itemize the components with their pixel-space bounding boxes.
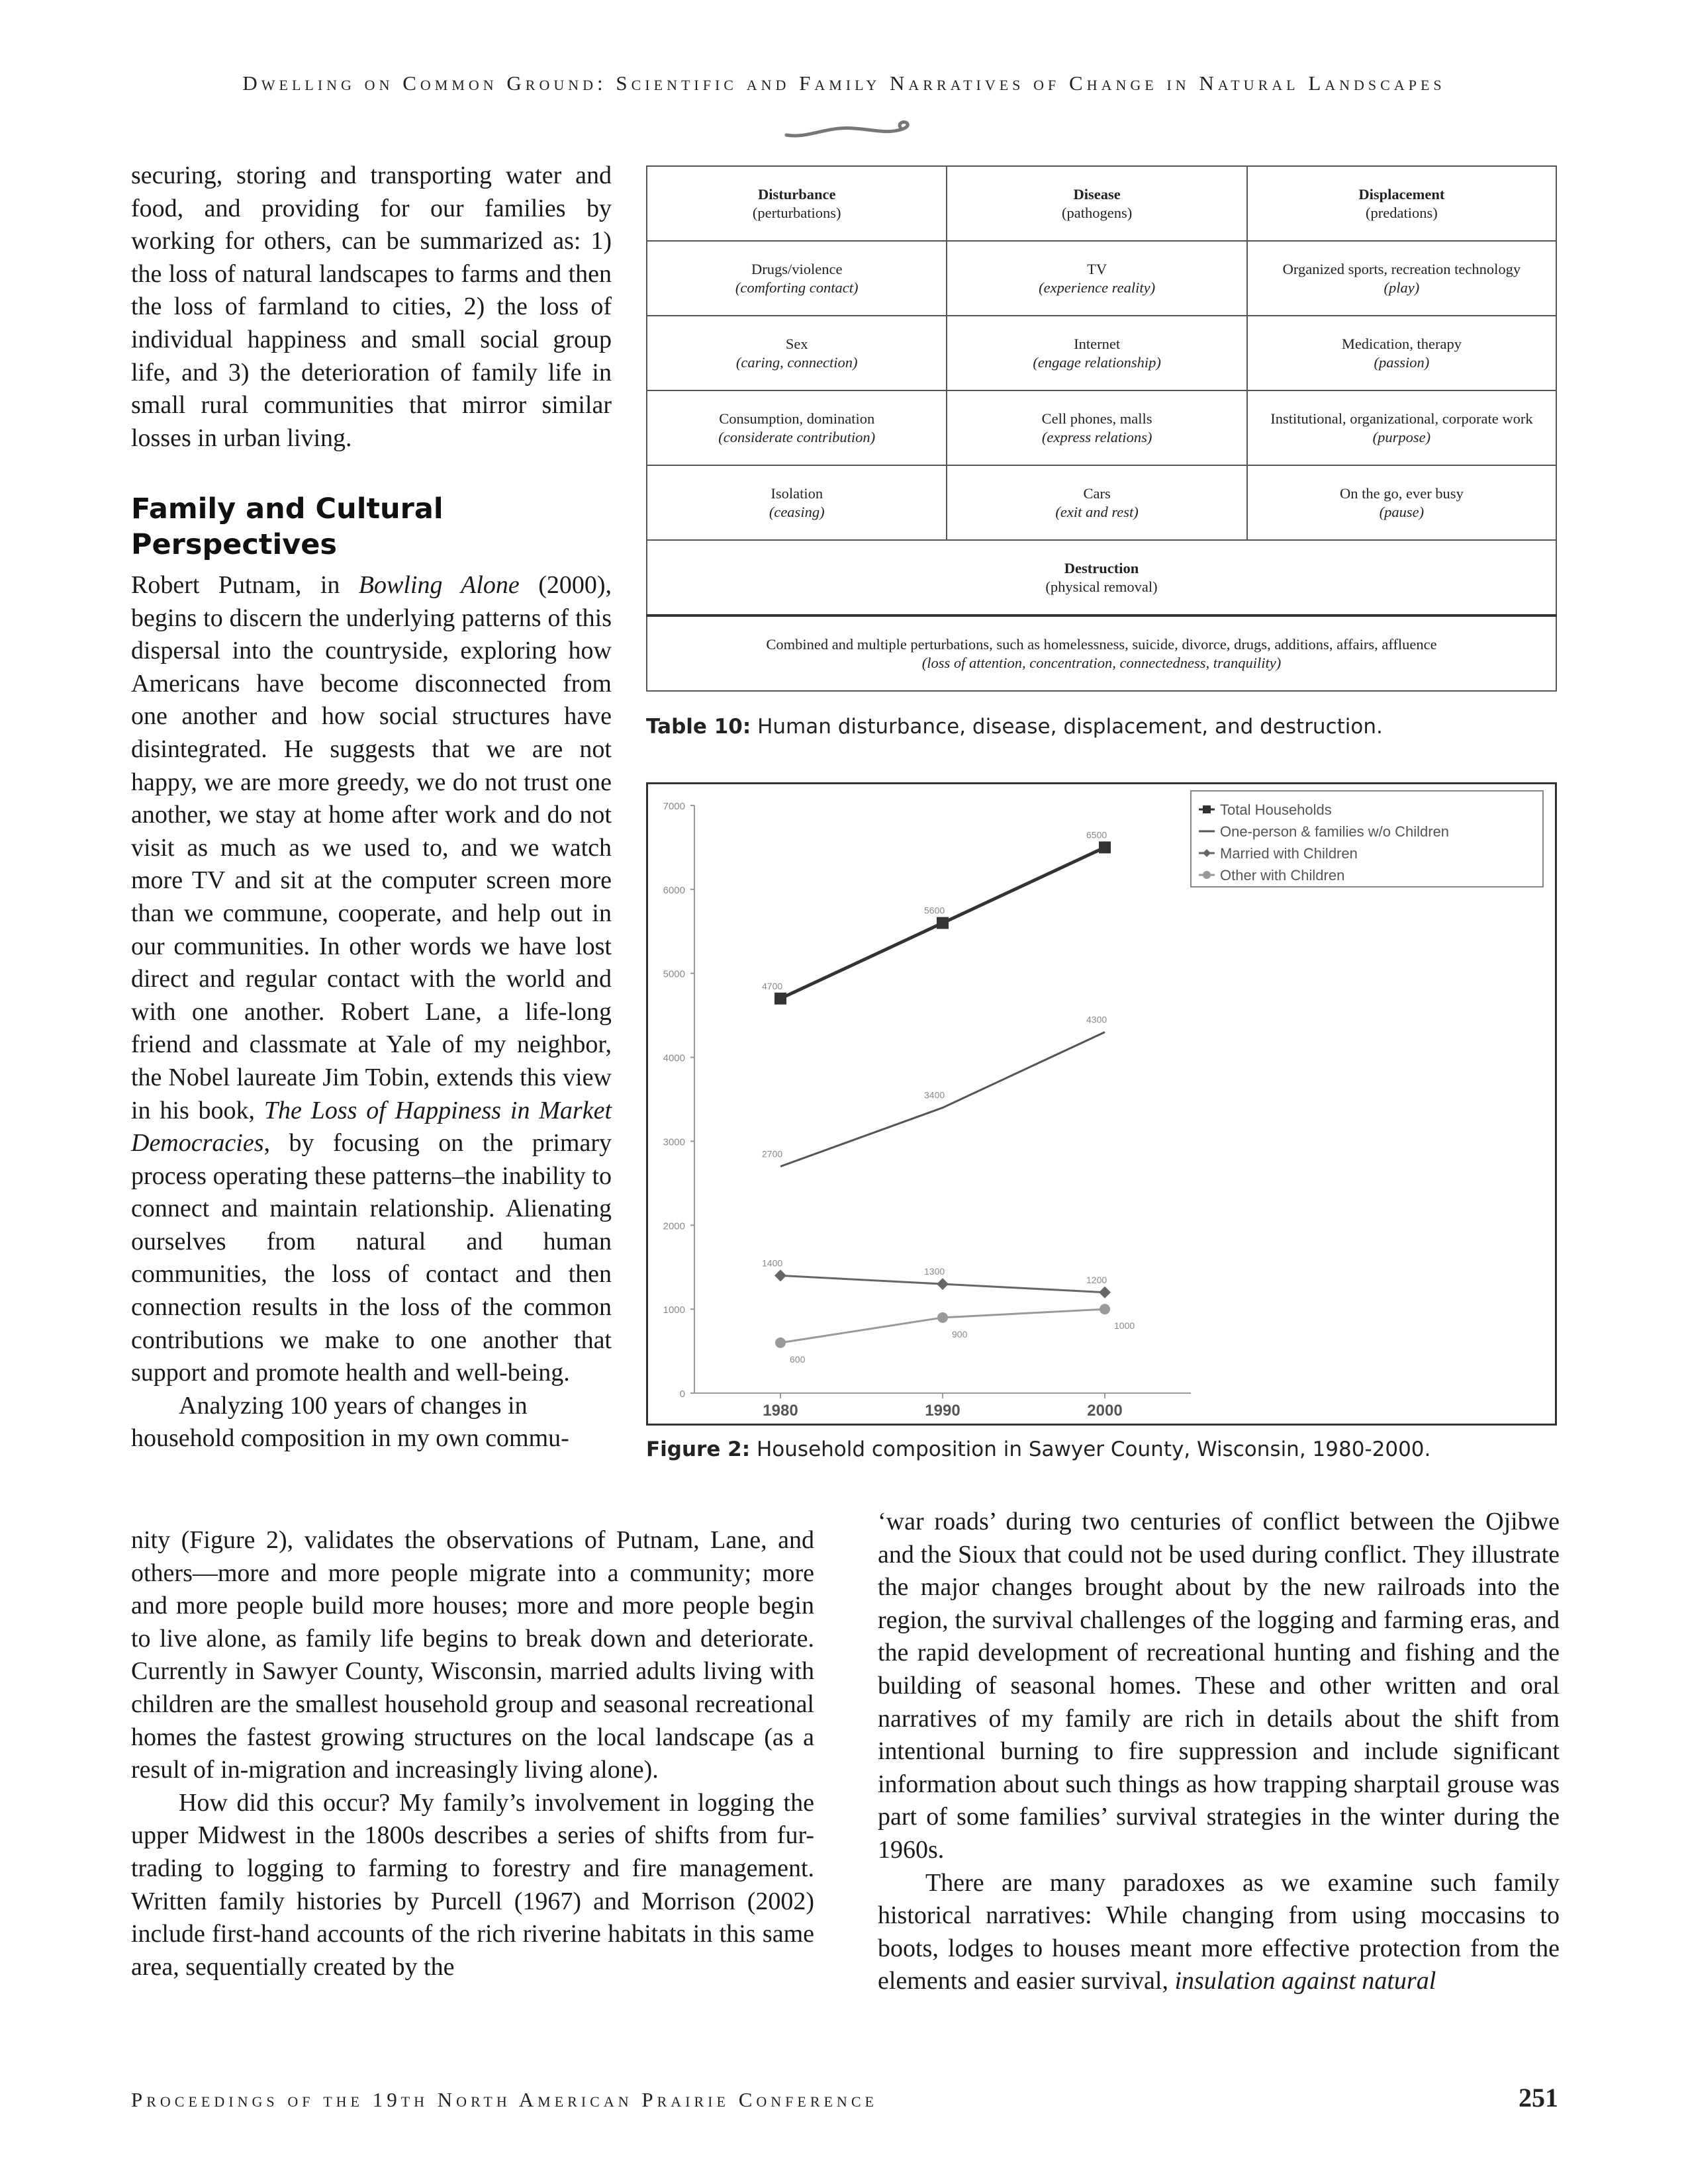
- footer-proceedings: Proceedings of the 19th North American Prairie Conference: [131, 2088, 878, 2111]
- y-tick-label: 3000: [663, 1136, 685, 1148]
- paragraph: Analyzing 100 years of changes in household composition in my own commu-: [131, 1391, 569, 1453]
- heading-line: Perspectives: [131, 528, 337, 561]
- paragraph: How did this occur? My family’s involvement in logging the upper Midwest in the 1800s describes a series of shifts from fur-trading to logging to farming to forestry and fire management. Written family histories by Purcell (1967) and Morrison (2002) include first-hand accounts of the rich riverine habitats in this same area, sequentially created by the: [131, 1788, 814, 1981]
- paragraph: nity (Figure 2), validates the observations of Putnam, Lane, and others—more and more people migrate into a community; more and more people build more houses; more and more people begin to live alone, as family life begins to break down and deteriorate. Currently in Sawyer County, Wisconsin, married adults living with children are the smallest household group and seasonal recreational homes the fastest growing structures on the local landscape (as a result of in-migration and increasingly living alone).: [131, 1526, 814, 1784]
- data-point: [1099, 1287, 1111, 1298]
- x-tick-label: 1990: [925, 1402, 961, 1420]
- household-chart: [648, 784, 1555, 1424]
- header-cell: Disease (pathogens): [947, 166, 1246, 241]
- y-tick-label: 2000: [663, 1220, 685, 1232]
- table-cell: Isolation (ceasing): [647, 465, 947, 540]
- table-cell: Combined and multiple perturbations, such as homelessness, suicide, divorce, drugs, additions, affairs, affluence (loss of attention, concentration, connectedness, tranquility): [647, 615, 1556, 691]
- table-10: [646, 165, 1557, 692]
- data-label: 1400: [762, 1257, 783, 1269]
- table-row: [647, 465, 1556, 540]
- paragraph: Robert Putnam, in Bowling Alone (2000), begins to discern the underlying patterns of this dispersal into the countryside, exploring how Americans have become disconnected from one another and how social structures have disintegrated. He suggests that we are not happy, we are more greedy, we do not trust one another, we stay at home after work and do not visit as much as we used to, and we watch more TV and sit at the computer screen more than we commune, cooperate, and help out in our communities. In other words we have lost direct and regular contact with the world and with one another. Robert Lane, a life-long friend and classmate at Yale of my neighbor, the Nobel laureate Jim Tobin, extends this view in his book, The Loss of Happiness in Market Democracies, by focusing on the primary process operating these patterns–the inability to connect and maintain relationship. Alienating ourselves from natural and human communities, the loss of contact and then connection results in the loss of the common contributions we make to one another that support and promote health and well-being.: [131, 571, 612, 1387]
- left-column-body: [131, 569, 612, 1455]
- table-row: [647, 316, 1556, 390]
- legend-marker: [1203, 871, 1211, 879]
- paragraph: There are many paradoxes as we examine such family historical narratives: While changing from using moccasins to boots, lodges to houses meant more effective protection from the elements and easier survival, insulation against natural: [878, 1868, 1560, 1995]
- data-label: 900: [952, 1328, 968, 1340]
- table-cell: Destruction (physical removal): [647, 540, 1556, 615]
- x-tick-label: 1980: [763, 1402, 798, 1420]
- data-point: [774, 993, 786, 1005]
- table-header-row: [647, 166, 1556, 241]
- table-cell: Consumption, domination (considerate contribution): [647, 390, 947, 465]
- data-label: 1200: [1086, 1274, 1107, 1285]
- table-cell: Internet (engage relationship): [947, 316, 1246, 390]
- legend-label: Married with Children: [1220, 845, 1358, 862]
- data-point: [937, 1312, 948, 1323]
- y-tick-label: 7000: [663, 801, 685, 812]
- table-caption: Table 10: Human disturbance, disease, displacement, and destruction.: [646, 715, 1383, 739]
- page-number: 251: [1519, 2083, 1558, 2113]
- legend-marker: [1203, 805, 1211, 813]
- data-label: 4700: [762, 980, 783, 991]
- data-label: 3400: [924, 1089, 945, 1101]
- paragraph: securing, storing and transporting water and food, and providing for our families by working for others, can be summarized as: 1) the loss of natural landscapes to farms and then the loss of farmland to cities, 2) the loss of individual happiness and small social group life, and 3) the deterioration of family life in small rural communities that mirror similar losses in urban living.: [131, 161, 612, 452]
- table-cell: Sex (caring, connection): [647, 316, 947, 390]
- left-column: [131, 159, 612, 455]
- data-label: 6500: [1086, 829, 1107, 841]
- table-row-combined: [647, 615, 1556, 691]
- heading-line: Family and Cultural: [131, 492, 444, 525]
- table-cell: Cars (exit and rest): [947, 465, 1246, 540]
- section-heading: [131, 491, 608, 563]
- figure-2-frame: [646, 782, 1557, 1426]
- y-tick-label: 5000: [663, 968, 685, 980]
- data-point: [1100, 1304, 1110, 1314]
- header-cell: Displacement (predations): [1247, 166, 1556, 241]
- legend-label: Other with Children: [1220, 867, 1345, 884]
- table-cell: Medication, therapy (passion): [1247, 316, 1556, 390]
- table-row: [647, 390, 1556, 465]
- y-tick-label: 1000: [663, 1304, 685, 1316]
- data-label: 5600: [924, 905, 945, 916]
- right-column: [878, 1506, 1560, 1998]
- y-tick-label: 0: [679, 1388, 685, 1400]
- table-cell: TV (experience reality): [947, 241, 1246, 316]
- data-label: 600: [790, 1353, 806, 1365]
- data-point: [774, 1269, 786, 1281]
- data-label: 1300: [924, 1266, 945, 1277]
- bottom-left-column: [131, 1524, 814, 1983]
- data-point: [775, 1338, 786, 1348]
- table-cell: On the go, ever busy (pause): [1247, 465, 1556, 540]
- legend-label: One-person & families w/o Children: [1220, 823, 1450, 840]
- paragraph: ‘war roads’ during two centuries of conflict between the Ojibwe and the Sioux that could not be used during conflict. They illustrate the major changes brought about by the new railroads into the region, the survival challenges of the logging and farming eras, and the rapid development of recreational hunting and fishing and the building of seasonal homes. These and other written and oral narratives of my family are rich in details about the shift from intentional burning to fire suppression and include significant information about such things as how trapping sharptail grouse was part of some families’ survival strategies in the winter during the 1960s.: [878, 1508, 1560, 1864]
- figure-caption: Figure 2: Household composition in Sawyer County, Wisconsin, 1980-2000.: [646, 1437, 1431, 1461]
- table-cell: Drugs/violence (comforting contact): [647, 241, 947, 316]
- data-label: 1000: [1114, 1320, 1135, 1332]
- data-point: [937, 917, 949, 929]
- y-tick-label: 4000: [663, 1052, 685, 1064]
- table-row: [647, 241, 1556, 316]
- header-cell: Disturbance (perturbations): [647, 166, 947, 241]
- ornament-flourish: [781, 119, 914, 143]
- data-point: [1099, 841, 1111, 853]
- table-cell: Institutional, organizational, corporate work (purpose): [1247, 390, 1556, 465]
- legend-label: Total Households: [1220, 801, 1332, 818]
- running-header: Dwelling on Common Ground: Scientific and Family Narratives of Change in Natural Landscapes: [242, 71, 1446, 95]
- data-label: 2700: [762, 1148, 783, 1160]
- table-cell: Organized sports, recreation technology (play): [1247, 241, 1556, 316]
- y-tick-label: 6000: [663, 884, 685, 896]
- x-tick-label: 2000: [1087, 1402, 1123, 1420]
- data-point: [937, 1278, 949, 1290]
- table-cell: Cell phones, malls (express relations): [947, 390, 1246, 465]
- data-label: 4300: [1086, 1014, 1107, 1025]
- table-row-destruction: [647, 540, 1556, 615]
